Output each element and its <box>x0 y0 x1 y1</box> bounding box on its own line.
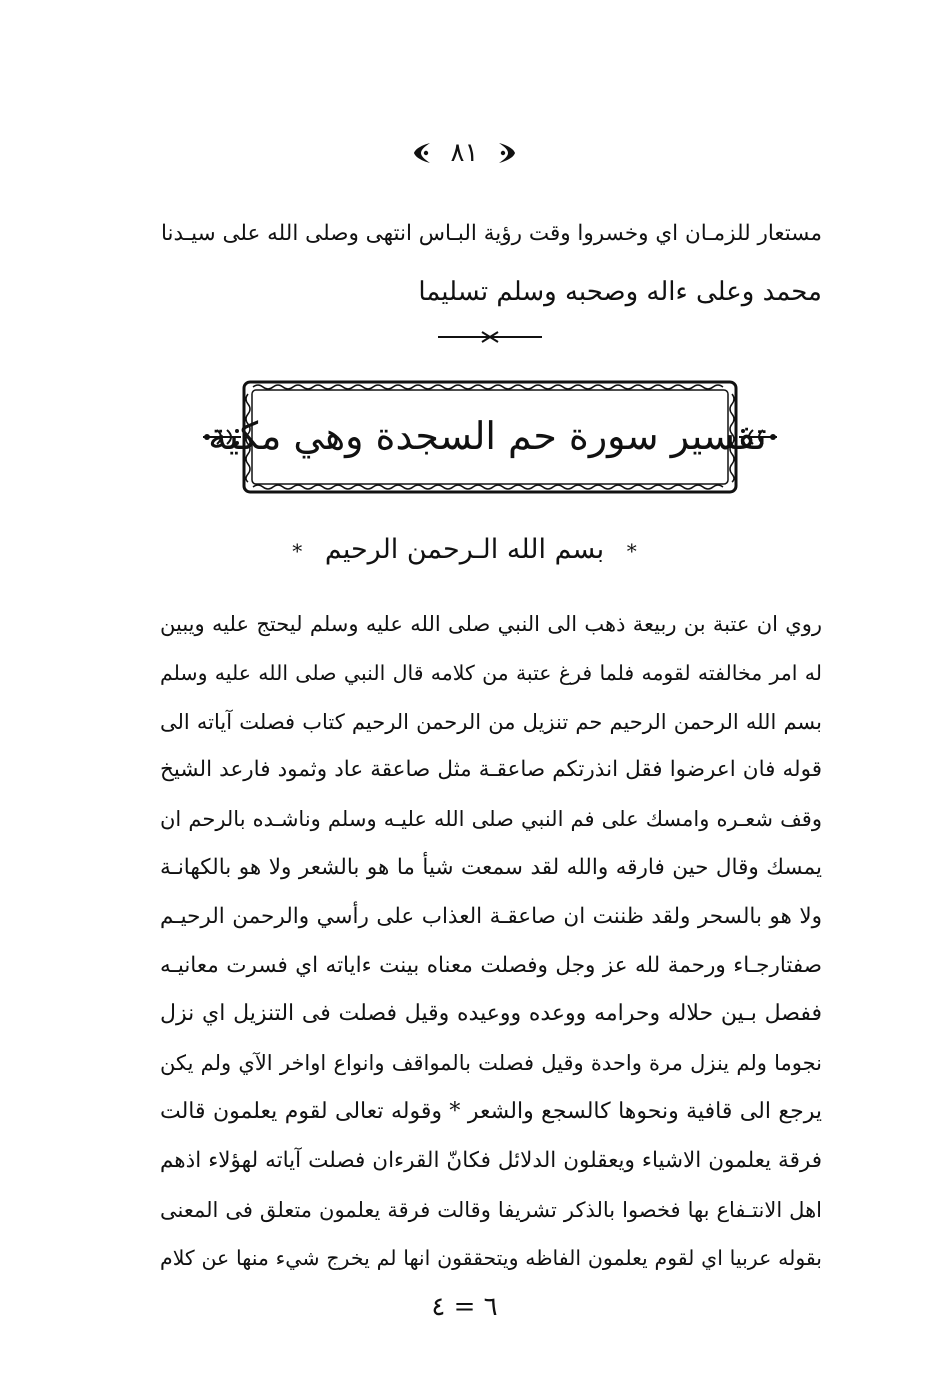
text-line: اهل الانتـفاع بها فخصوا بالذكر تشريفا وقالت فرقة يعلمون متعلق فى المعنى <box>160 1197 822 1222</box>
intro-line: محمد وعلى ءاله وصحبه وسلم تسليما <box>418 277 822 307</box>
page-header <box>0 138 929 168</box>
body-paragraph <box>160 600 822 1283</box>
left-ornament-icon <box>411 140 433 166</box>
text-line: قوله فان اعرضوا فقل انذرتكم صاعقـة مثل صاعقة عاد وثمود فارعد الشيخ <box>160 757 822 783</box>
text-line: بسم الله الرحمن الرحيم حم تنزيل من الرحمن الرحيم كتاب فصلت آياته الى <box>160 709 822 734</box>
star-mark: * <box>292 539 303 563</box>
basmala <box>0 528 929 573</box>
text-line: بقوله عربيا اي لقوم يعلمون الفاظه ويتحققون انها لم يخرج شيء منها عن كلام <box>160 1246 822 1271</box>
surah-title: تفسير سورة حم السجدة وهي مكية <box>208 414 767 458</box>
text-line: صفتارجـاء ورحمة لله عز وجل وفصلت معناه بينت ءاياته اي فسرت معانيـه <box>160 952 822 978</box>
intro-line: مستعار للزمـان اي وخسروا وقت رؤية البـاس انتهى وصلى الله على سيـدنا <box>161 221 822 246</box>
title-box <box>208 392 767 480</box>
right-ornament-icon <box>496 140 518 166</box>
text-line: نجوما ولم ينزل مرة واحدة وقيل فصلت بالمواقف وانواع اواخر الآي ولم يكن <box>160 1051 822 1076</box>
basmala-text: بسم الله الـرحمن الرحيم <box>324 534 605 565</box>
text-line: وقف شعـره وامسك على فم النبي صلى الله عليـه وسلم وناشـده بالرحم ان <box>160 807 822 832</box>
text-line: ولا هو بالسحر ولقد ظننت ان صاعقـة العذاب على رأسي والرحمن الرحيـم <box>160 903 822 929</box>
star-mark: * <box>626 539 637 563</box>
text-line: له امر مخالفته لقومه فلما فرغ عتبة من كلامه قال النبي صلى الله عليه وسلم <box>160 660 822 685</box>
intro-paragraph <box>150 205 822 321</box>
section-divider <box>438 330 542 344</box>
text-line: يرجع الى قافية ونحوها كالسجع والشعر * وقوله تعالى لقوم يعلمون قالت <box>160 1098 822 1124</box>
text-line: ففصل بـين حلاله وحرامه ووعده ووعيده وقيل فصلت فى التنزيل اي نزل <box>160 1001 822 1027</box>
page-number: ٨١ <box>450 138 479 168</box>
text-line: روي ان عتبة بن ربيعة ذهب الى النبي صلى الله عليه وسلم ليحتج عليه ويبين <box>160 612 822 636</box>
text-line: يمسك وقال حين فارقه والله لقد سمعت شيأ ما هو بالشعر ولا هو بالكهانـة <box>160 854 822 880</box>
text-line: فرقة يعلمون الاشياء ويعقلون الدلائل فكانّ القرءان فصلت آياته لهؤلاء اذهم <box>160 1147 822 1173</box>
signature-mark: ٦ = ٤ <box>431 1292 498 1322</box>
